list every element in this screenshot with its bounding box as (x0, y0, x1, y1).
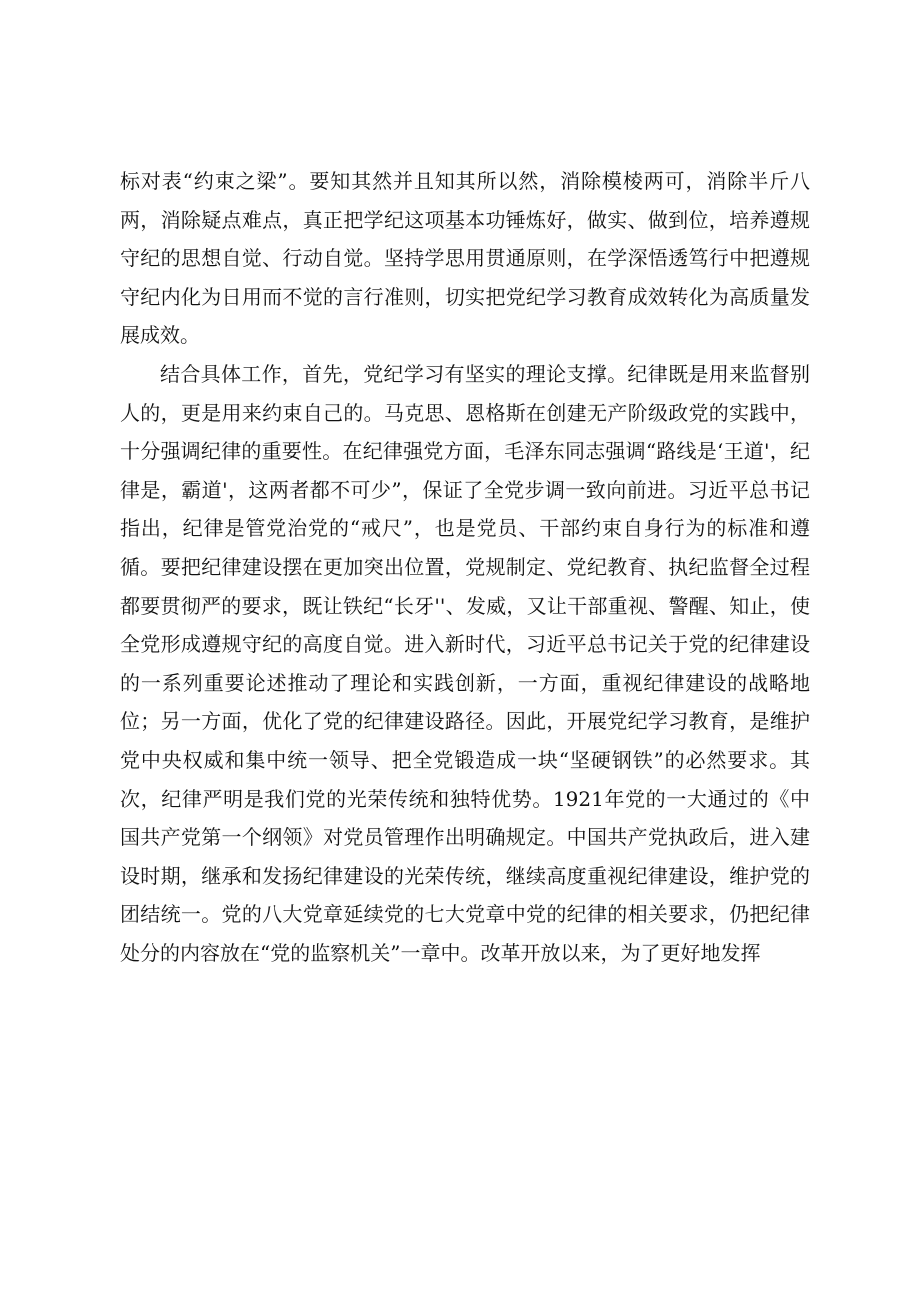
paragraph-continued: 标对表“约束之梁”。要知其然并且知其所以然，消除模棱两可，消除半斤八两，消除疑点难点，真正把学纪这项基本功锤炼好，做实、做到位，培养遵规守纪的思想自觉、行动自觉。坚持学思用贯通原则，在学深悟透笃行中把遵规守纪内化为日用而不觉的言行准则，切实把党纪学习教育成效转化为高质量发展成效。 (120, 169, 810, 348)
paragraph-discipline-theory: 结合具体工作，首先，党纪学习有坚实的理论支撑。纪律既是用来监督别人的，更是用来约束自己的。马克思、恩格斯在创建无产阶级政党的实践中，十分强调纪律的重要性。在纪律强党方面，毛泽东同志强调“路线是‘王道'，纪律是，霸道'，这两者都不可少”，保证了全党步调一致向前进。习近平总书记指出，纪律是管党治党的“戒尺”，也是党员、干部约束自身行为的标准和遵循。要把纪律建设摆在更加突出位置，党规制定、党纪教育、执纪监督全过程都要贯彻严的要求，既让铁纪“长牙''、发威，又让干部重视、警醒、知止，使全党形成遵规守纪的高度自觉。进入新时代，习近平总书记关于党的纪律建设的一系列重要论述推动了理论和实践创新，一方面，重视纪律建设的战略地位；另一方面，优化了党的纪律建设路径。因此，开展党纪学习教育，是维护党中央权威和集中统一领导、把全党锻造成一块“坚硬钢铁”的必然要求。其次，纪律严明是我们党的光荣传统和独特优势。1921年党的一大通过的《中国共产党第一个纲领》对党员管理作出明确规定。中国共产党执政后，进入建设时期，继承和发扬纪律建设的光荣传统，继续高度重视纪律建设，维护党的团结统一。党的八大党章延续党的七大党章中党的纪律的相关要求，仍把纪律处分的内容放在“党的监察机关”一章中。改革开放以来，为了更好地发挥 (120, 361, 810, 965)
document-body (120, 162, 810, 972)
